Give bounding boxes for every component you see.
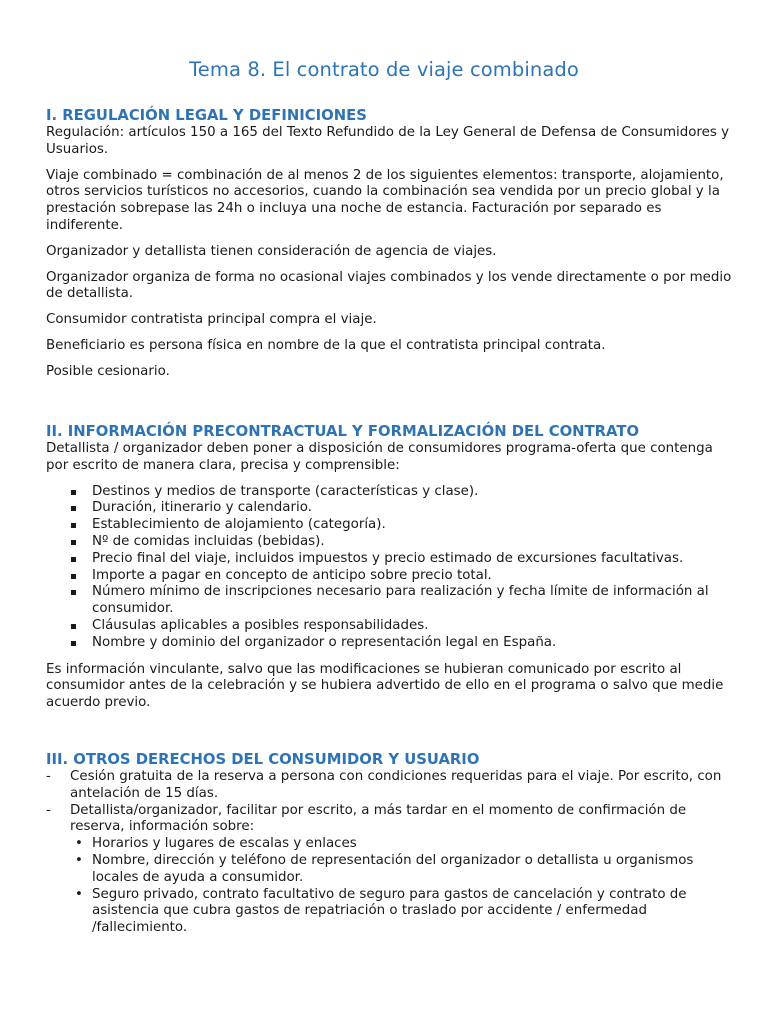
paragraph: Posible cesionario.: [46, 363, 170, 379]
section-heading: II. INFORMACIÓN PRECONTRACTUAL Y FORMALIZACIÓN DEL CONTRATO: [46, 423, 640, 440]
list-item: Número mínimo de inscripciones necesario para realización y fecha límite de información al consumidor.: [46, 584, 736, 618]
list-item-text: Detallista/organizador, facilitar por escrito, a más tardar en el momento de confirmación de reserva, información sobre:: [70, 802, 687, 835]
paragraph: Es información vinculante, salvo que las modificaciones se hubieran comunicado por escrito al consumidor antes de la celebración y se hubiera advertido de ello en el programa o salvo que medie acuerdo previo.: [46, 661, 724, 711]
list-item: [46, 769, 736, 803]
bullet-list: [46, 484, 736, 652]
paragraph: Organizador organiza de forma no ocasional viajes combinados y los vende directamente o por medio de detallista.: [46, 269, 732, 302]
list-item: Nombre y dominio del organizador o representación legal en España.: [46, 635, 736, 652]
section-otros-derechos: [46, 751, 736, 937]
section-regulacion: [46, 107, 736, 390]
sub-list-item: • Horarios y lugares de escalas y enlaces: [70, 836, 736, 853]
list-item: Precio final del viaje, incluidos impuestos y precio estimado de excursiones facultativas.: [46, 551, 736, 568]
list-item: Nº de comidas incluidas (bebidas).: [46, 534, 736, 551]
sub-bullet-list: [70, 836, 736, 937]
section-informacion: [46, 423, 736, 721]
paragraph: Organizador y detallista tienen consideración de agencia de viajes.: [46, 243, 497, 259]
list-item: Importe a pagar en concepto de anticipo sobre precio total.: [46, 568, 736, 585]
list-item: [46, 803, 736, 937]
paragraph: Beneficiario es persona física en nombre de la que el contratista principal contrata.: [46, 337, 606, 353]
dash-marker: -: [46, 802, 51, 818]
dash-list: [46, 769, 736, 937]
paragraph: Regulación: artículos 150 a 165 del Texto Refundido de la Ley General de Defensa de Consumidores y Usuarios.: [46, 125, 730, 157]
list-item: Establecimiento de alojamiento (categoría).: [46, 517, 736, 534]
paragraph: Viaje combinado = combinación de al menos 2 de los siguientes elementos: transporte, alojamiento, otros servicios turísticos no accesorios, cuando la combinación sea vendida por un precio global y la prestación sobrepase las 24h o incluya una noche de estancia. Facturación por separado es indiferente.: [46, 167, 724, 233]
dash-marker: -: [46, 769, 51, 784]
section-heading: I. REGULACIÓN LEGAL Y DEFINICIONES: [46, 107, 367, 124]
sub-list-item: • Nombre, dirección y teléfono de representación del organizador o detallista u organismos locales de ayuda a consumidor.: [70, 853, 736, 887]
paragraph: Consumidor contratista principal compra el viaje.: [46, 312, 377, 328]
list-item-text: Cesión gratuita de la reserva a persona con condiciones requeridas para el viaje. Por escrito, con antelación de 15 días.: [70, 769, 722, 801]
document-title: Tema 8. El contrato de viaje combinado: [189, 58, 579, 81]
list-item: Destinos y medios de transporte (características y clase).: [46, 484, 736, 501]
paragraph: Detallista / organizador deben poner a disposición de consumidores programa-oferta que contenga por escrito de manera clara, precisa y comprensible:: [46, 441, 713, 473]
list-item: Duración, itinerario y calendario.: [46, 500, 736, 517]
list-item: Cláusulas aplicables a posibles responsabilidades.: [46, 618, 736, 635]
section-heading: III. OTROS DERECHOS DEL CONSUMIDOR Y USUARIO: [46, 751, 480, 768]
sub-list-item: • Seguro privado, contrato facultativo de seguro para gastos de cancelación y contrato de asistencia que cubra gastos de repatriación o traslado por accidente / enfermedad /fallecimiento.: [70, 887, 736, 937]
